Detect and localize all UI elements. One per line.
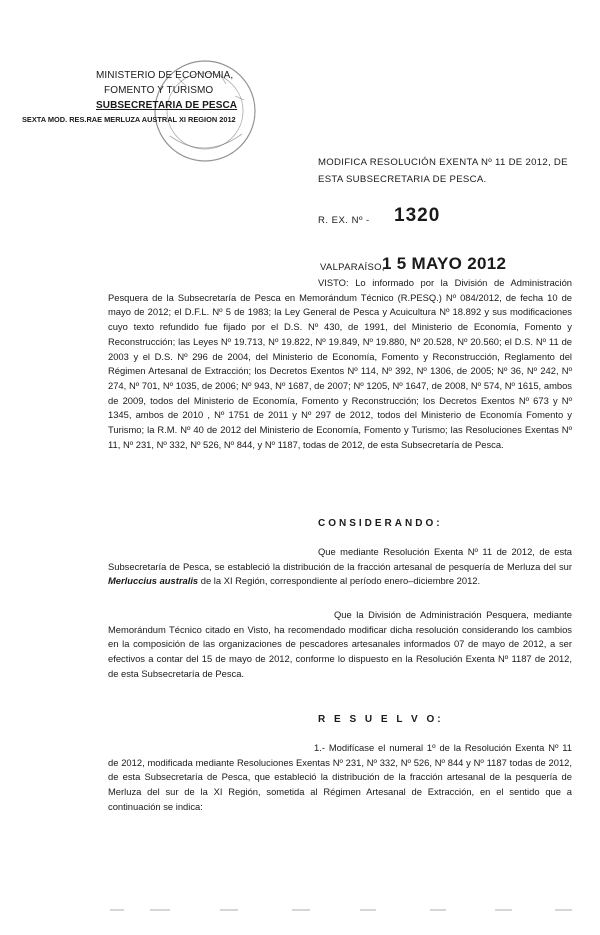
ministry-name: MINISTERIO DE ECONOMIA, [96, 70, 234, 81]
visto-lead: VISTO: [318, 277, 349, 288]
considerando-p1-a: Que mediante Resolución Exenta Nº 11 de 2012, de esta Subsecretaría de Pesca, se estableció la distribución de la fracción artesanal de pesquería de Merluza del sur [108, 546, 572, 572]
visto-paragraph [108, 276, 572, 452]
considerando-p2-text: Que la División de Administración Pesquera, mediante Memorándum Técnico citado en Visto, ha recomendado modificar dicha resolución considerando los cambios en la composición de las organizaciones de pescadores artesanales informados 07 de mayo de 2012, a ser efectivos a contar del 15 de mayo de 2012, conforme lo dispuesto en la Resolución Exenta Nº 1187 de 2012, de esta Subsecretaría de Pesca. [108, 609, 572, 679]
considerando-heading: CONSIDERANDO: [318, 518, 443, 529]
date-stamp: 1 5 MAYO 2012 [382, 254, 507, 273]
resuelvo-p1-text: Modifícase el numeral 1º de la Resolución Exenta Nº 11 de 2012, modificada mediante Resoluciones Exentas Nº 231, Nº 332, Nº 526, Nº 844 y Nº 1187 todas de 2012, de esta Subsecretaría de Pesca, que estableció la distribución de la fracción artesanal de la pesquería de Merluza del sur de la XI Región, sometida al Régimen Artesanal de Extracción, en el sentido que a continuación se indica: [108, 742, 573, 812]
ministry-subtitle: FOMENTO Y TURISMO [104, 85, 214, 96]
considerando-p1-b: de la XI Región, correspondiente al período enero–diciembre 2012. [200, 575, 481, 587]
resuelvo-p1-lead: 1.- [314, 742, 325, 753]
considerando-paragraph-1 [108, 545, 572, 589]
subsecretaria-name: SUBSECRETARIA DE PESCA [96, 100, 238, 111]
date-place: VALPARAÍSO, [320, 262, 385, 273]
resuelvo-heading: R E S U E L V O: [318, 714, 444, 725]
visto-text: Lo informado por la División de Administración Pesquera de la Subsecretaría de Pesca en Memorándum Técnico (R.PESQ.) Nº 084/2012, de fecha 10 de mayo de 2012; el D.F.L. Nº 5 de 1983; la Ley General de Pesca y Acuicultura Nº 18.892 y sus modificaciones cuyo texto refundido fue fijado por el D.S. Nº 430, de 1991, del Ministerio de Economía, Fomento y Reconstrucción; las Leyes Nº 19.713, Nº 19.822, Nº 19.849, Nº 19.880, Nº 20.528, Nº 20.560; el D.S. Nº 11 de 2003 y el D.S. Nº 296 de 2004, del Ministerio de Economía, Fomento y Reconstrucción, Reglamento del Régimen Artesanal de Extracción; los Decretos Exentos Nº 114, Nº 392, Nº 1306, de 2005; Nº 36, Nº 242, Nº 274, Nº 701, Nº 1035, de 2006; Nº 943, Nº 1687, de 2007; Nº 1205, Nº 1647, de 2008, Nº 574, Nº 1615, ambos de 2009, todos del Ministerio de Economía, Fomento y Reconstrucción; los Decretos Exentos Nº 673 y Nº 1345, ambos de 2010 , Nº 1751 de 2011 y Nº 297 de 2012, todos del Ministerio de Economía Fomento y Turismo; la R.M. Nº 40 de 2012 del Ministerio de Economía, Fomento y Turismo; las Resoluciones Exentas Nº 11, Nº 231, Nº 332, Nº 526, Nº 844, y Nº 1187, todas de 2012, de esta Subsecretaría de Pesca. [108, 277, 572, 450]
resolution-number: 1320 [394, 205, 441, 226]
scan-artifact-marks [110, 907, 580, 913]
resolution-label: R. EX. Nº - [318, 215, 370, 226]
resuelvo-paragraph-1 [108, 741, 572, 815]
species-name: Merluccius australis [108, 575, 199, 587]
considerando-paragraph-2 [108, 608, 572, 682]
document-subject: MODIFICA RESOLUCIÓN EXENTA Nº 11 DE 2012, DE ESTA SUBSECRETARIA DE PESCA. [318, 157, 568, 185]
document-reference: SEXTA MOD. RES.RAE MERLUZA AUSTRAL XI REGION 2012 [22, 115, 236, 124]
